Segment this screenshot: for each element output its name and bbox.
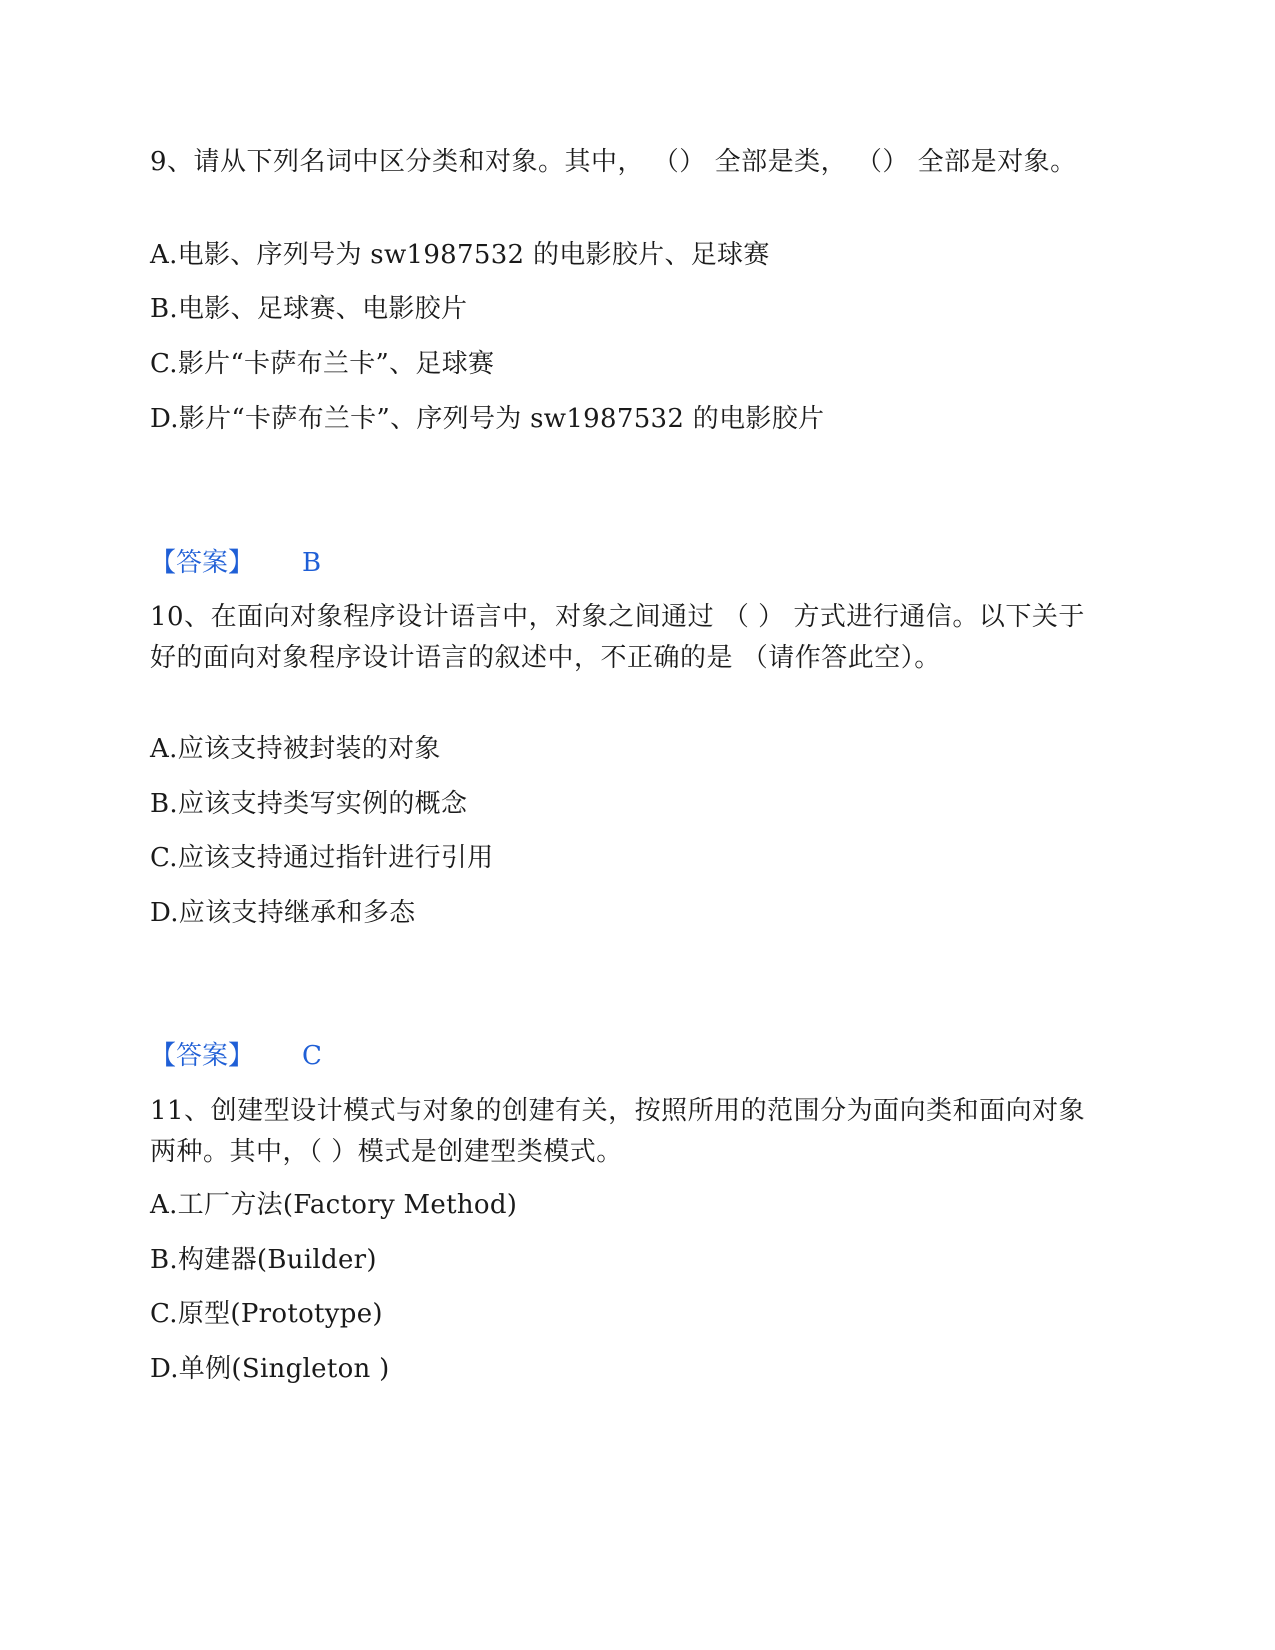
question-10-option-b: B.应该支持类写实例的概念 [150, 789, 468, 819]
question-11-option-c: C.原型(Prototype) [150, 1299, 383, 1329]
question-10-stem: 10、在面向对象程序设计语言中，对象之间通过 （ ） 方式进行通信。以下关于好的面向对象程序设计语言的叙述中，不正确的是 （请作答此空）。 [150, 602, 1085, 673]
question-11-option-b: B.构建器(Builder) [150, 1245, 377, 1275]
question-9-answer [150, 546, 321, 580]
question-11-option-a: A.工厂方法(Factory Method) [150, 1190, 518, 1220]
question-10-option-d: D.应该支持继承和多态 [150, 898, 416, 928]
question-10-option-c: C.应该支持通过指针进行引用 [150, 843, 494, 873]
answer-label: 【答案】 [150, 1041, 255, 1071]
question-9-option-c: C.影片“卡萨布兰卡”、足球赛 [150, 349, 495, 379]
question-9-stem: 9、请从下列名词中区分类和对象。其中， （） 全部是类， （） 全部是对象。 [150, 147, 1077, 177]
answer-value: C [302, 1041, 322, 1071]
question-11-option-d: D.单例(Singleton ) [150, 1354, 390, 1384]
answer-label: 【答案】 [150, 548, 255, 578]
question-9-option-d: D.影片“卡萨布兰卡”、序列号为 sw1987532 的电影胶片 [150, 404, 825, 434]
question-9-option-b: B.电影、足球赛、电影胶片 [150, 294, 468, 324]
answer-value: B [302, 548, 322, 578]
question-9-option-a: A.电影、序列号为 sw1987532 的电影胶片、足球赛 [150, 240, 770, 270]
question-10-answer [150, 1039, 322, 1073]
question-10-option-a: A.应该支持被封装的对象 [150, 734, 441, 764]
question-11-stem: 11、创建型设计模式与对象的创建有关，按照所用的范围分为面向类和面向对象两种。其中，（ ）模式是创建型类模式。 [150, 1096, 1086, 1167]
